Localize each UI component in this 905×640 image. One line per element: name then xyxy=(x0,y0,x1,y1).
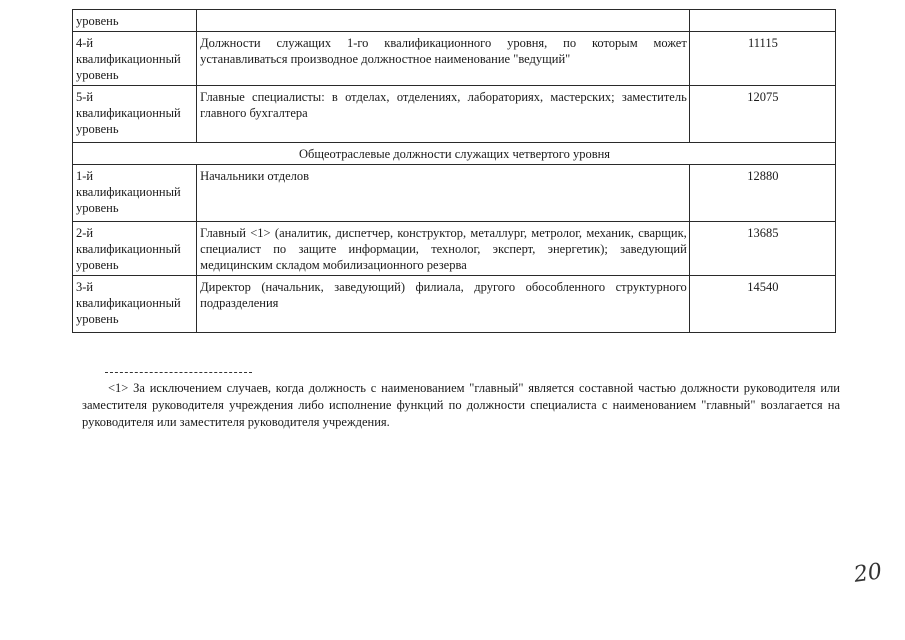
table-row xyxy=(73,10,836,32)
level-cell: 4-й квалификационный уровень xyxy=(73,32,197,86)
salary-cell: 12075 xyxy=(689,86,835,143)
table-row xyxy=(73,222,836,276)
positions-cell: Главный <1> (аналитик, диспетчер, конструктор, металлург, метролог, механик, сварщик, специалист по защите информации, технолог, эксперт, энергетик); заведующий медицинским складом мобилизационного резерва xyxy=(197,222,690,276)
positions-cell: Должности служащих 1-го квалификационного уровня, по которым может устанавливаться производное должностное наименование "ведущий" xyxy=(197,32,690,86)
level-cell: 3-й квалификационный уровень xyxy=(73,276,197,333)
positions-cell: Начальники отделов xyxy=(197,165,690,222)
table-row xyxy=(73,165,836,222)
salary-cell: 12880 xyxy=(689,165,835,222)
page-number: 20 xyxy=(852,559,884,588)
salary-cell: 11115 xyxy=(689,32,835,86)
positions-cell: Директор (начальник, заведующий) филиала, другого обособленного структурного подразделения xyxy=(197,276,690,333)
salary-cell xyxy=(689,10,835,32)
section-header-row xyxy=(73,143,836,165)
footnote-text: <1> За исключением случаев, когда должность с наименованием "главный" является составной частью должности руководителя или заместителя руководителя учреждения либо исполнение функций по должности специалиста с наименованием "главный" возлагается на руководителя или заместителя руководителя учреждения. xyxy=(82,381,840,429)
level-cell: 1-й квалификационный уровень xyxy=(73,165,197,222)
level-cell: уровень xyxy=(73,10,197,32)
level-cell: 2-й квалификационный уровень xyxy=(73,222,197,276)
salary-cell: 13685 xyxy=(689,222,835,276)
table-row xyxy=(73,86,836,143)
positions-cell xyxy=(197,10,690,32)
level-cell: 5-й квалификационный уровень xyxy=(73,86,197,143)
table-row xyxy=(73,32,836,86)
salary-cell: 14540 xyxy=(689,276,835,333)
positions-cell: Главные специалисты: в отделах, отделениях, лабораториях, мастерских; заместитель главного бухгалтера xyxy=(197,86,690,143)
section-title: Общеотраслевые должности служащих четвертого уровня xyxy=(73,143,836,165)
table-row xyxy=(73,276,836,333)
footnote-divider xyxy=(105,372,252,373)
salary-table xyxy=(72,9,836,333)
